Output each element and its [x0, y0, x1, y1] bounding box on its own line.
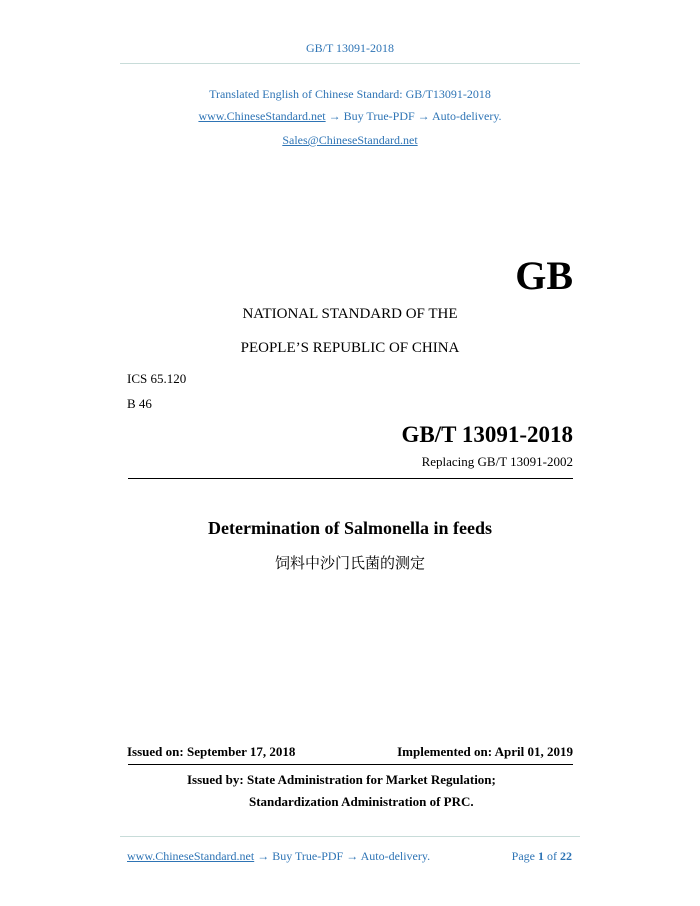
issued-by-line-1: Issued by: State Administration for Market Regulation;: [187, 772, 496, 787]
issued-by-line-2: Standardization Administration of PRC.: [249, 794, 474, 809]
page-current: 1: [538, 849, 544, 863]
document-title-en: Determination of Salmonella in feeds: [208, 518, 492, 538]
site-link[interactable]: www.ChineseStandard.net: [198, 109, 326, 123]
header-divider: [120, 63, 580, 64]
document-title-zh: 饲料中沙门氏菌的测定: [274, 554, 425, 572]
email-link[interactable]: Sales@ChineseStandard.net: [282, 133, 418, 147]
page-label: Page: [511, 849, 535, 863]
replacing-note: Replacing GB/T 13091-2002: [421, 454, 573, 469]
footer-promo: [127, 849, 430, 864]
promo-buy-line: [0, 109, 700, 124]
page-of: of: [547, 849, 557, 863]
footer-promo-text: → Buy True-PDF → Auto-delivery.: [254, 849, 431, 863]
standard-number: GB/T 13091-2018: [401, 422, 573, 447]
promo-line: Translated English of Chinese Standard: GB/T13091-2018: [209, 87, 491, 101]
implemented-on: Implemented on: April 01, 2019: [397, 744, 573, 759]
page-number: [512, 849, 572, 864]
issued-on: Issued on: September 17, 2018: [127, 744, 296, 759]
ics-code: ICS 65.120: [127, 371, 187, 386]
national-standard-line-1: NATIONAL STANDARD OF THE: [242, 306, 458, 322]
title-divider: [128, 478, 573, 479]
footer-site-link[interactable]: www.ChineseStandard.net: [127, 849, 255, 863]
running-header: GB/T 13091-2018: [305, 41, 395, 55]
ccs-code: B 46: [127, 396, 152, 411]
promo-email-line: [0, 133, 700, 148]
footer-divider: [120, 836, 580, 837]
page-total: 22: [560, 849, 572, 863]
gb-logo: GB: [515, 253, 573, 298]
promo-buy-text: → Buy True-PDF → Auto-delivery.: [325, 109, 502, 123]
national-standard-line-2: PEOPLE’S REPUBLIC OF CHINA: [240, 340, 460, 356]
issue-divider: [128, 764, 573, 765]
